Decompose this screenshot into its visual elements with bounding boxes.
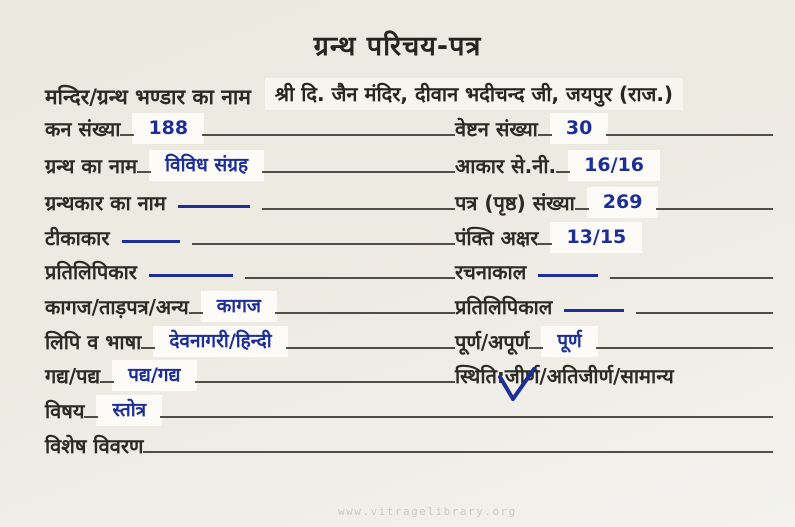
rule-line (141, 347, 155, 349)
field-row (45, 219, 773, 251)
field-row (45, 184, 773, 216)
rule-line (556, 171, 570, 173)
field-label-veshtan-sankhya: वेष्टन संख्या (455, 117, 538, 141)
rule-line (137, 171, 151, 173)
field-row (45, 392, 773, 424)
rule-line (143, 451, 773, 453)
sthiti-checked-option-label: जीर्ण (504, 364, 540, 388)
field-value-lipi-bhasha: देवनागरी/हिन्दी (155, 328, 285, 355)
field-label-sthiti-prefix: स्थिति: (455, 364, 505, 388)
rule-line (575, 208, 589, 210)
rule-line (610, 277, 773, 279)
rule-line (120, 134, 134, 136)
field-label-patra-sankhya: पत्र (पृष्ठ) संख्या (455, 191, 575, 215)
field-label-gadya-padya: गद्य/पद्य (45, 364, 101, 388)
field-value-granth-naam: विविध संग्रह (151, 152, 262, 179)
page-title: ग्रन्थ परिचय-पत्र (313, 31, 482, 62)
rule-line (100, 381, 114, 383)
header-row (45, 72, 773, 110)
field-value-purn-apurn: पूर्ण (543, 328, 596, 355)
rule-line (529, 347, 543, 349)
field-label-granth-naam: ग्रन्थ का नाम (45, 154, 138, 178)
field-value-bhandar-naam: श्री दि. जैन मंदिर, दीवान भदीचन्द जी, जयपुर (राज.) (265, 78, 683, 110)
field-label-tikakar: टीकाकार (45, 226, 110, 250)
field-value-vishay: स्तोत्र (98, 397, 160, 424)
field-value-kram-sankhya: 188 (134, 115, 202, 142)
field-value-pankti-akshar: 13/15 (552, 224, 640, 251)
field-row (45, 323, 773, 355)
rule-line (636, 312, 773, 314)
rule-line (262, 171, 455, 173)
blank-dash-mark (564, 309, 624, 312)
blank-dash-mark (149, 274, 233, 277)
blank-dash-mark (178, 205, 250, 208)
sthiti-checked-option (505, 363, 539, 389)
rule-line (189, 312, 203, 314)
rule-line (538, 134, 552, 136)
field-row (45, 427, 773, 459)
rule-line (245, 277, 455, 279)
field-label-kagaj: कागज/ताड़पत्र/अन्य (45, 295, 189, 319)
field-label-vishesh-vivaran: विशेष विवरण (45, 434, 144, 458)
rule-line (202, 134, 455, 136)
field-label-rachnakal: रचनाकाल (455, 260, 527, 284)
rule-line (275, 312, 455, 314)
rule-line (606, 134, 773, 136)
field-label-vishay: विषय (45, 399, 85, 423)
field-row (45, 288, 773, 320)
rule-line (262, 208, 455, 210)
field-label-lipi-bhasha: लिपि व भाषा (45, 330, 142, 354)
blank-dash-mark (122, 240, 180, 243)
field-row (45, 147, 773, 179)
field-value-patra-sankhya: 269 (589, 189, 657, 216)
rule-line (656, 208, 773, 210)
watermark-text: www.vitragelibrary.org (338, 505, 517, 518)
rule-line (160, 416, 773, 418)
blank-dash-mark (538, 274, 598, 277)
rule-line (538, 243, 552, 245)
rule-line (286, 347, 455, 349)
field-value-kagaj: कागज (203, 293, 275, 320)
field-value-veshtan-sankhya: 30 (552, 115, 606, 142)
field-row (45, 357, 773, 389)
rule-line (84, 416, 98, 418)
field-value-aakar: 16/16 (570, 152, 658, 179)
field-label-pratilipikar: प्रतिलिपिकार (45, 260, 137, 284)
field-label-sthiti-suffix: /अतिजीर्ण/सामान्य (539, 364, 674, 388)
rule-line (192, 243, 455, 245)
field-row (45, 110, 773, 142)
rule-line (195, 381, 456, 383)
field-row (45, 253, 773, 285)
rule-line (596, 347, 773, 349)
field-label-bhandar-naam: मन्दिर/ग्रन्थ भण्डार का नाम (45, 85, 251, 109)
field-value-gadya-padya: पद्य/गद्य (114, 362, 194, 389)
field-label-aakar: आकार से.नी. (455, 154, 557, 178)
field-label-kram-sankhya: कन संख्या (45, 117, 121, 141)
field-label-purn-apurn: पूर्ण/अपूर्ण (455, 330, 530, 354)
field-label-granthkar: ग्रन्थकार का नाम (45, 191, 166, 215)
field-label-pratilipikal: प्रतिलिपिकाल (455, 295, 553, 319)
field-label-pankti-akshar: पंक्ति अक्षर (455, 226, 539, 250)
